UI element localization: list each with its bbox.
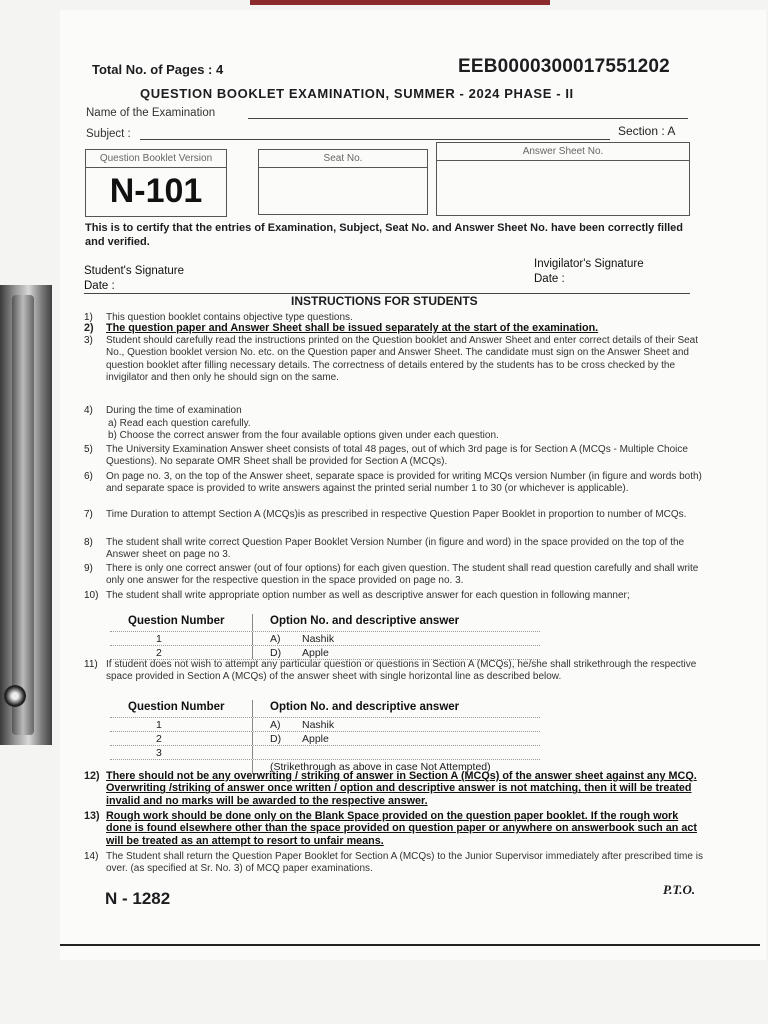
col-option-answer: Option No. and descriptive answer (270, 701, 460, 713)
total-pages: Total No. of Pages : 4 (92, 62, 224, 77)
instruction-number: 5) (84, 444, 93, 455)
instructions-title: INSTRUCTIONS FOR STUDENTS (291, 294, 478, 308)
exam-name-line[interactable] (248, 118, 688, 119)
table-header-row (110, 700, 540, 718)
column-divider (252, 732, 253, 745)
student-signature-label: Student's Signature (84, 265, 185, 277)
exam-title: QUESTION BOOKLET EXAMINATION, SUMMER - 2024 PHASE - II (140, 86, 574, 101)
instruction-text: Student should carefully read the instructions printed on the Question booklet and Answer Sheet and enter correct details of their Seat No., Question booklet version No. etc. on the Question paper and Answer Sheet. The candidate must sign on the Answer Sheet and question booklet after filling necessary details. The correctness of details entered by the students has to be cross checked by the invigilator and then only he should sign on the same. (106, 335, 699, 384)
answer-text: Nashik (302, 719, 335, 731)
version-box (85, 149, 227, 217)
instruction-text: Rough work should be done only on the Blank Space provided on the question paper booklet. If the rough work done is found elsewhere other than the space provided on question paper or anywhere on answerbook such an act will be treated as an attempt to resort to unfair means. (106, 810, 697, 847)
option-no: D) (270, 733, 282, 745)
option-no: D) (270, 647, 282, 659)
instruction-text: There should not be any overwriting / striking of answer in Section A (MCQs) of the answer sheet against any MCQ. Overwriting /striking of answer once written / option and descriptive answer is not matching, then it will be treated invalid and no marks will be awarded to the respective answer. (106, 770, 697, 807)
col-question-number: Question Number (128, 615, 225, 627)
instruction-number: 13) (84, 810, 100, 822)
instruction-number: 4) (84, 405, 93, 416)
example-table-2 (110, 700, 540, 774)
subject-label: Subject : (86, 128, 131, 140)
answer-sheet-caption: Answer Sheet No. (437, 143, 689, 161)
question-number: 2 (156, 647, 162, 659)
instruction-text: a) Read each question carefully. (108, 418, 251, 429)
instruction-text: The question paper and Answer Sheet shall be issued separately at the start of the examination. (106, 322, 599, 334)
table-row (110, 732, 540, 746)
col-option-answer: Option No. and descriptive answer (270, 615, 460, 627)
instruction-number: 1) (84, 312, 93, 323)
instruction-text: There is only one correct answer (out of four options) for each given question. The student shall read question carefully and shall write only one answer for the respective question in the space provided on page no. 3. (106, 563, 699, 587)
invigilator-date-label: Date : (534, 273, 565, 285)
instruction-text: b) Choose the correct answer from the four available options given under each question. (108, 430, 499, 441)
binder-knob (4, 685, 26, 707)
option-no: A) (270, 633, 281, 645)
booklet-code: EEB0000300017551202 (458, 56, 670, 77)
instruction-text: The student shall write correct Question Paper Booklet Version Number (in figure and word) in the space provided on the top of the Answer sheet on page no 3. (106, 537, 685, 561)
student-date-label: Date : (84, 280, 115, 292)
instruction-number: 12) (84, 770, 100, 782)
answer-text: Nashik (302, 633, 335, 645)
table-header-row (110, 614, 540, 632)
col-question-number: Question Number (128, 701, 225, 713)
instruction-text: The University Examination Answer sheet consists of total 48 pages, out of which 3rd page is for Section A (MCQs - Multiple Choice Questions). No separate OMR Sheet shall be provided for Section A (MCQs). (106, 444, 688, 468)
instruction-number: 9) (84, 563, 93, 574)
top-edge-strip (250, 0, 550, 5)
instruction-text: If student does not wish to attempt any particular question or questions in Section A (MCQs), he/she shall strikethrough the respective space provided in Section A (MCQs) of the answer sheet with single horizontal line as described below. (106, 659, 697, 683)
column-divider (252, 632, 253, 645)
bottom-rule (60, 944, 760, 946)
instruction-text: The student shall write appropriate option number as well as descriptive answer for each question in following manner; (106, 590, 630, 601)
instruction-number: 6) (84, 471, 93, 482)
option-no: A) (270, 719, 281, 731)
instruction-text: On page no. 3, on the top of the Answer sheet, separate space is provided for writing MCQs version Number (in figure and words both) and separate space is provided to write answers against the printed serial number 1 to 30 (or whichever is applicable). (106, 471, 702, 495)
table-row (110, 718, 540, 732)
column-divider (252, 746, 253, 759)
exam-name-label: Name of the Examination (86, 107, 216, 119)
binder-clip (0, 285, 52, 745)
column-divider (252, 718, 253, 731)
instruction-number: 14) (84, 851, 99, 862)
seat-no-box[interactable] (258, 149, 428, 215)
table-row (110, 632, 540, 646)
binder-rail (12, 295, 34, 735)
instruction-number: 11) (84, 659, 98, 670)
question-number: 2 (156, 733, 162, 745)
instruction-number: 3) (84, 335, 93, 346)
instruction-number: 2) (84, 322, 94, 334)
version-value: N-101 (109, 172, 203, 210)
question-number: 1 (156, 633, 162, 645)
version-caption: Question Booklet Version (86, 150, 226, 168)
answer-sheet-no-box[interactable] (436, 142, 690, 216)
answer-text: Apple (302, 733, 329, 745)
column-divider (252, 614, 253, 631)
instruction-text: Time Duration to attempt Section A (MCQs)is as prescribed in respective Question Paper Booklet in proportion to number of MCQs. (106, 509, 687, 520)
subject-line[interactable] (140, 139, 610, 140)
question-number: 3 (156, 747, 162, 759)
instruction-number: 8) (84, 537, 93, 548)
table-row (110, 646, 540, 660)
column-divider (252, 646, 253, 659)
instruction-number: 7) (84, 509, 93, 520)
certification-text: This is to certify that the entries of Examination, Subject, Seat No. and Answer Sheet No. have been correctly filled and verified. (85, 222, 684, 248)
paper-code: N - 1282 (105, 889, 171, 908)
table-row (110, 746, 540, 760)
pto-label: P.T.O. (663, 882, 696, 897)
question-number: 1 (156, 719, 162, 731)
example-table-1 (110, 614, 540, 660)
seat-no-caption: Seat No. (259, 150, 427, 168)
answer-text: Apple (302, 647, 329, 659)
section-label: Section : A (618, 124, 676, 138)
instruction-text: The Student shall return the Question Paper Booklet for Section A (MCQs) to the Junior Supervisor immediately after prescribed time is over. (as specified at Sr. No. 3) of MCQ paper examinations. (106, 851, 703, 875)
instruction-text: During the time of examination (106, 405, 242, 416)
strikethrough-note: (Strikethrough as above in case Not Attempted) (270, 761, 491, 773)
instruction-number: 10) (84, 590, 99, 601)
column-divider (252, 700, 253, 717)
invigilator-signature-label: Invigilator's Signature (534, 258, 644, 270)
instruction-text: This question booklet contains objective type questions. (106, 312, 353, 323)
